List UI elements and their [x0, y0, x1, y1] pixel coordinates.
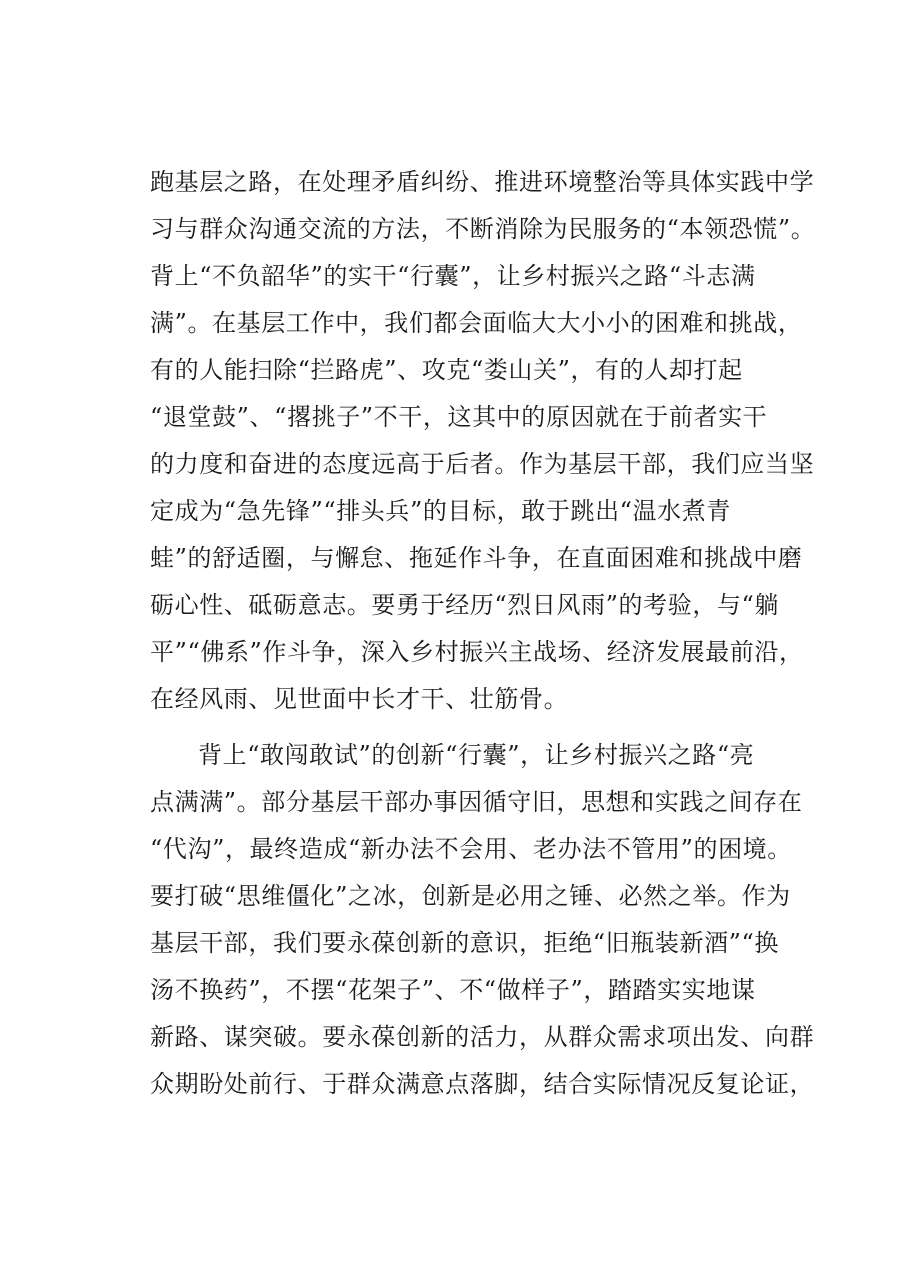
text-line: 有的人能扫除“拦路虎”、攻克“娄山关”，有的人却打起: [150, 356, 743, 384]
text-line: 要打破“思维僵化”之冰，创新是必用之锤、必然之举。作为: [150, 882, 791, 910]
text-line: 汤不换药”，不摆“花架子”、不“做样子”，踏踏实实地谋: [150, 976, 756, 1004]
text-line: 点满满”。部分基层干部办事因循守旧，思想和实践之间存在: [150, 788, 803, 816]
text-line: 的力度和奋进的态度远高于后者。作为基层干部，我们应当坚: [150, 450, 815, 478]
text-line: 众期盼处前行、于群众满意点落脚，结合实际情况反复论证，: [150, 1070, 815, 1098]
text-line: 平”“佛系”作斗争，深入乡村振兴主战场、经济发展最前沿，: [150, 638, 804, 666]
text-line: 蛙”的舒适圈，与懈怠、拖延作斗争，在直面困难和挑战中磨: [150, 544, 803, 572]
text-line: 定成为“急先锋”“排头兵”的目标，敢于跳出“温水煮青: [150, 497, 731, 525]
text-line: 习与群众沟通交流的方法，不断消除为民服务的“本领恐慌”。: [150, 215, 816, 243]
text-line: 在经风雨、见世面中长才干、壮筋骨。: [150, 685, 569, 713]
text-line: 满”。在基层工作中，我们都会面临大大小小的困难和挑战，: [150, 309, 803, 337]
text-line: 新路、谋突破。要永葆创新的活力，从群众需求项出发、向群: [150, 1023, 815, 1051]
text-line: “代沟”，最终造成“新办法不会用、老办法不管用”的困境。: [150, 835, 792, 863]
paragraph-first-line: 背上“敢闯敢试”的创新“行囊”，让乡村振兴之路“亮: [198, 741, 755, 769]
text-line: 背上“不负韶华”的实干“行囊”，让乡村振兴之路“斗志满: [150, 262, 756, 290]
text-line: 砺心性、砥砺意志。要勇于经历“烈日风雨”的考验，与“躺: [150, 591, 780, 619]
text-line: 跑基层之路，在处理矛盾纠纷、推进环境整治等具体实践中学: [150, 168, 815, 196]
text-line: “退堂鼓”、“撂挑子”不干，这其中的原因就在于前者实干: [150, 403, 768, 431]
text-line: 基层干部，我们要永葆创新的意识，拒绝“旧瓶装新酒”“换: [150, 929, 780, 957]
